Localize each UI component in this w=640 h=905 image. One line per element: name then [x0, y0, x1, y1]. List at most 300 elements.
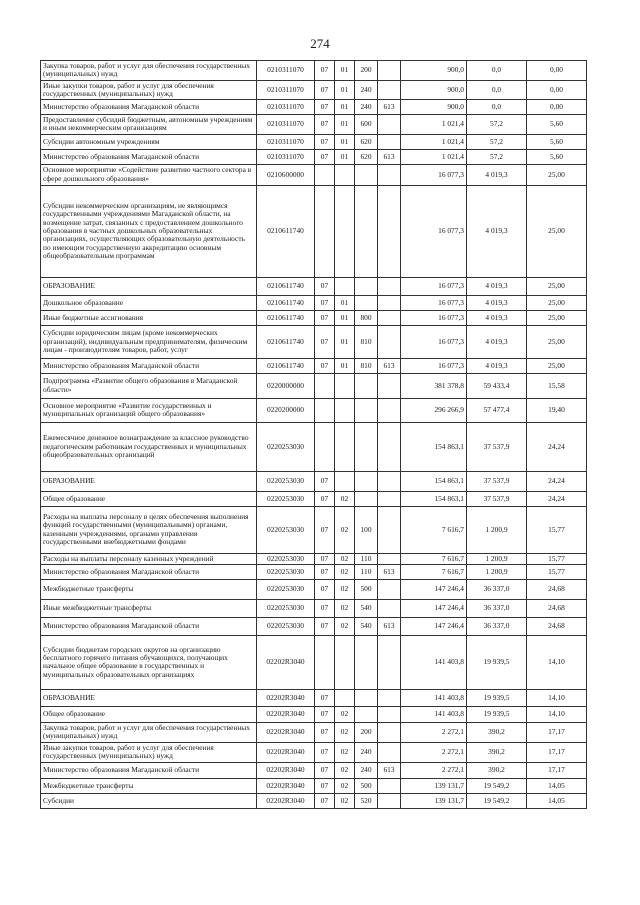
cell-pct: 24,68: [527, 599, 587, 617]
cell-plan: 147 246,4: [401, 617, 467, 635]
cell-name: Министерство образования Магаданской области: [41, 100, 257, 115]
cell-fact: 0,0: [467, 100, 527, 115]
cell-pct: 25,00: [527, 164, 587, 185]
table-row: [41, 762, 587, 778]
cell-csr: 0210311070: [257, 149, 315, 164]
cell-pct: 5,60: [527, 115, 587, 135]
cell-grbs: [378, 491, 401, 506]
cell-rz: 07: [315, 617, 335, 635]
cell-fact: 4 019,3: [467, 277, 527, 295]
table-row: [41, 742, 587, 762]
cell-pr: 02: [335, 553, 355, 564]
cell-name: Основное мероприятие «Развитие государственных и муниципальных организаций общего образования»: [41, 398, 257, 422]
cell-name: Министерство образования Магаданской области: [41, 564, 257, 579]
cell-rz: 07: [315, 295, 335, 310]
cell-plan: 7 616,7: [401, 564, 467, 579]
cell-grbs: [378, 635, 401, 689]
cell-grbs: [378, 506, 401, 553]
cell-csr: 0210311070: [257, 134, 315, 149]
table-row: [41, 599, 587, 617]
cell-pr: 02: [335, 564, 355, 579]
cell-csr: 0220200000: [257, 398, 315, 422]
cell-fact: 36 337,0: [467, 617, 527, 635]
cell-pr: 02: [335, 762, 355, 778]
cell-name: Иные закупки товаров, работ и услуг для обеспечения государственных (муниципальных) нужд: [41, 742, 257, 762]
cell-rz: 07: [315, 471, 335, 491]
cell-pr: 02: [335, 778, 355, 793]
cell-vr: [355, 277, 378, 295]
cell-fact: 57 477,4: [467, 398, 527, 422]
cell-plan: 141 403,8: [401, 706, 467, 722]
cell-plan: 381 378,8: [401, 373, 467, 398]
table-body: [41, 61, 587, 809]
cell-grbs: 613: [378, 100, 401, 115]
table-row: [41, 295, 587, 310]
cell-name: Иные межбюджетные трансферты: [41, 599, 257, 617]
table-row: [41, 398, 587, 422]
cell-fact: 37 537,9: [467, 422, 527, 471]
cell-csr: 0210611740: [257, 185, 315, 277]
cell-csr: 0210611740: [257, 325, 315, 358]
cell-vr: 800: [355, 310, 378, 325]
cell-rz: [315, 164, 335, 185]
cell-rz: 07: [315, 742, 335, 762]
cell-grbs: [378, 325, 401, 358]
cell-csr: 0210611740: [257, 358, 315, 373]
cell-name: Министерство образования Магаданской области: [41, 358, 257, 373]
cell-name: Подпрограмма «Развитие общего образования в Магаданской области»: [41, 373, 257, 398]
cell-name: Субсидии юридическим лицам (кроме некоммерческих организаций), индивидуальным предпринимателям, физическим лицам - производителям товаров, работ, услуг: [41, 325, 257, 358]
cell-plan: 154 863,1: [401, 422, 467, 471]
cell-csr: 0220253030: [257, 564, 315, 579]
cell-pr: 02: [335, 722, 355, 742]
cell-fact: 0,0: [467, 80, 527, 100]
cell-plan: 1 021,4: [401, 149, 467, 164]
table-row: [41, 325, 587, 358]
cell-csr: 0220253030: [257, 599, 315, 617]
cell-rz: [315, 422, 335, 471]
cell-pr: 01: [335, 325, 355, 358]
cell-fact: 57,2: [467, 115, 527, 135]
cell-vr: 100: [355, 506, 378, 553]
cell-pct: 25,00: [527, 185, 587, 277]
cell-name: ОБРАЗОВАНИЕ: [41, 689, 257, 706]
cell-pr: 02: [335, 793, 355, 808]
cell-pr: [335, 164, 355, 185]
cell-pr: 01: [335, 80, 355, 100]
cell-fact: 4 019,3: [467, 310, 527, 325]
cell-vr: 240: [355, 100, 378, 115]
cell-pr: [335, 373, 355, 398]
cell-fact: 57,2: [467, 149, 527, 164]
cell-vr: 540: [355, 617, 378, 635]
cell-name: Ежемесячное денежное вознаграждение за классное руководство педагогическим работникам государственных и муниципальных общеобразовательных организаций: [41, 422, 257, 471]
cell-plan: 147 246,4: [401, 599, 467, 617]
cell-name: Расходы на выплаты персоналу казенных учреждений: [41, 553, 257, 564]
cell-csr: 02202R3040: [257, 689, 315, 706]
cell-pct: 0,00: [527, 100, 587, 115]
cell-fact: 59 433,4: [467, 373, 527, 398]
page-number: 274: [310, 36, 330, 51]
cell-rz: 07: [315, 100, 335, 115]
cell-pr: 02: [335, 506, 355, 553]
cell-pct: 0,00: [527, 80, 587, 100]
cell-csr: 02202R3040: [257, 706, 315, 722]
cell-grbs: [378, 553, 401, 564]
cell-vr: 600: [355, 115, 378, 135]
table-row: [41, 722, 587, 742]
cell-pr: [335, 398, 355, 422]
cell-grbs: [378, 61, 401, 81]
cell-vr: 500: [355, 778, 378, 793]
cell-grbs: 613: [378, 358, 401, 373]
cell-rz: 07: [315, 115, 335, 135]
cell-pct: 5,60: [527, 134, 587, 149]
cell-csr: 0210311070: [257, 61, 315, 81]
cell-pct: 17,17: [527, 762, 587, 778]
cell-rz: [315, 398, 335, 422]
cell-grbs: [378, 778, 401, 793]
table-row: [41, 706, 587, 722]
cell-vr: 540: [355, 599, 378, 617]
cell-name: Общее образование: [41, 706, 257, 722]
cell-vr: [355, 635, 378, 689]
cell-fact: 19 939,5: [467, 706, 527, 722]
cell-grbs: [378, 398, 401, 422]
cell-name: Министерство образования Магаданской области: [41, 149, 257, 164]
cell-pr: [335, 689, 355, 706]
cell-pct: 15,77: [527, 506, 587, 553]
cell-rz: 07: [315, 149, 335, 164]
cell-name: ОБРАЗОВАНИЕ: [41, 471, 257, 491]
cell-csr: 02202R3040: [257, 635, 315, 689]
cell-csr: 0220253030: [257, 553, 315, 564]
cell-rz: [315, 185, 335, 277]
cell-name: Министерство образования Магаданской области: [41, 762, 257, 778]
cell-grbs: [378, 80, 401, 100]
cell-rz: 07: [315, 722, 335, 742]
cell-rz: 07: [315, 762, 335, 778]
cell-pct: 15,77: [527, 553, 587, 564]
cell-grbs: 613: [378, 149, 401, 164]
cell-pr: 02: [335, 599, 355, 617]
cell-name: Общее образование: [41, 491, 257, 506]
cell-rz: 07: [315, 793, 335, 808]
cell-pr: 01: [335, 100, 355, 115]
cell-pr: 01: [335, 310, 355, 325]
cell-csr: 0210311070: [257, 100, 315, 115]
cell-fact: 37 537,9: [467, 471, 527, 491]
cell-plan: 141 403,8: [401, 689, 467, 706]
cell-fact: 4 019,3: [467, 164, 527, 185]
cell-pct: 24,24: [527, 422, 587, 471]
table-row: [41, 61, 587, 81]
cell-rz: 07: [315, 310, 335, 325]
cell-grbs: [378, 164, 401, 185]
cell-pr: 01: [335, 149, 355, 164]
cell-csr: 0210611740: [257, 295, 315, 310]
cell-vr: 200: [355, 61, 378, 81]
cell-pr: 01: [335, 115, 355, 135]
cell-pct: 25,00: [527, 358, 587, 373]
cell-plan: 900,0: [401, 100, 467, 115]
cell-name: Субсидии бюджетам городских округов на организацию бесплатного горячего питания обучающихся, получающих начальное общее образование в государственных и муниципальных образовательных организациях: [41, 635, 257, 689]
table-row: [41, 506, 587, 553]
table-row: [41, 778, 587, 793]
cell-vr: [355, 689, 378, 706]
cell-grbs: [378, 185, 401, 277]
cell-vr: 240: [355, 742, 378, 762]
cell-grbs: 613: [378, 762, 401, 778]
cell-rz: 07: [315, 553, 335, 564]
cell-rz: 07: [315, 689, 335, 706]
cell-csr: 0210611740: [257, 310, 315, 325]
cell-plan: 147 246,4: [401, 579, 467, 599]
cell-grbs: [378, 295, 401, 310]
cell-pr: 02: [335, 579, 355, 599]
cell-plan: 7 616,7: [401, 506, 467, 553]
cell-fact: 4 019,3: [467, 185, 527, 277]
cell-name: Расходы на выплаты персоналу в целях обеспечения выполнения функций государственными (муниципальными) органами, казенными учреждениями, органами управления государственными внебюджетными фондами: [41, 506, 257, 553]
cell-plan: 2 272,1: [401, 742, 467, 762]
table-row: [41, 617, 587, 635]
cell-pct: 24,68: [527, 579, 587, 599]
table-row: [41, 373, 587, 398]
cell-fact: 4 019,3: [467, 325, 527, 358]
cell-name: Закупка товаров, работ и услуг для обеспечения государственных (муниципальных) нужд: [41, 722, 257, 742]
cell-plan: 141 403,8: [401, 635, 467, 689]
table-row: [41, 422, 587, 471]
cell-pct: 14,05: [527, 793, 587, 808]
cell-rz: 07: [315, 80, 335, 100]
cell-grbs: [378, 134, 401, 149]
cell-grbs: [378, 793, 401, 808]
cell-name: Субсидии: [41, 793, 257, 808]
cell-vr: 520: [355, 793, 378, 808]
cell-csr: 0220253030: [257, 422, 315, 471]
cell-rz: 07: [315, 564, 335, 579]
table-row: [41, 553, 587, 564]
cell-name: Межбюджетные трансферты: [41, 778, 257, 793]
cell-grbs: [378, 579, 401, 599]
cell-rz: 07: [315, 277, 335, 295]
cell-pct: 24,24: [527, 471, 587, 491]
table-row: [41, 471, 587, 491]
cell-csr: 0210311070: [257, 115, 315, 135]
cell-pr: [335, 635, 355, 689]
cell-rz: 07: [315, 599, 335, 617]
cell-grbs: [378, 115, 401, 135]
table-row: [41, 149, 587, 164]
cell-vr: 620: [355, 149, 378, 164]
cell-plan: 139 131,7: [401, 793, 467, 808]
cell-grbs: [378, 277, 401, 295]
cell-grbs: [378, 373, 401, 398]
table-row: [41, 310, 587, 325]
table-row: [41, 80, 587, 100]
cell-plan: 1 021,4: [401, 134, 467, 149]
table-row: [41, 635, 587, 689]
cell-pct: 14,10: [527, 706, 587, 722]
cell-fact: 36 337,0: [467, 599, 527, 617]
cell-csr: 02202R3040: [257, 793, 315, 808]
cell-vr: [355, 706, 378, 722]
cell-csr: 0220000000: [257, 373, 315, 398]
cell-csr: 02202R3040: [257, 742, 315, 762]
cell-pr: [335, 422, 355, 471]
cell-rz: 07: [315, 134, 335, 149]
cell-pr: 02: [335, 617, 355, 635]
cell-vr: [355, 295, 378, 310]
cell-grbs: [378, 471, 401, 491]
cell-plan: 296 266,9: [401, 398, 467, 422]
cell-plan: 900,0: [401, 61, 467, 81]
cell-fact: 19 549,2: [467, 778, 527, 793]
table-row: [41, 100, 587, 115]
cell-csr: 0220253030: [257, 491, 315, 506]
cell-grbs: [378, 689, 401, 706]
table-row: [41, 134, 587, 149]
cell-fact: 36 337,0: [467, 579, 527, 599]
cell-plan: 1 021,4: [401, 115, 467, 135]
table-row: [41, 164, 587, 185]
cell-rz: 07: [315, 506, 335, 553]
cell-fact: 19 939,5: [467, 689, 527, 706]
cell-fact: 390,2: [467, 722, 527, 742]
cell-pr: 02: [335, 491, 355, 506]
table-row: [41, 491, 587, 506]
cell-plan: 154 863,1: [401, 491, 467, 506]
cell-name: Субсидии некоммерческим организациям, не являющимся государственными учреждениями Магаданской области, на возмещение затрат, связанных с предоставлением дошкольного образования в частных дошкольных образовательных организациях, осуществляющих образовательную деятельность по имеющим государственную аккредитацию основным общеобразовательным программам: [41, 185, 257, 277]
cell-name: Основное мероприятие «Содействие развитию частного сектора в сфере дошкольного образования»: [41, 164, 257, 185]
cell-name: Иные закупки товаров, работ и услуг для обеспечения государственных (муниципальных) нужд: [41, 80, 257, 100]
cell-vr: 200: [355, 722, 378, 742]
cell-fact: 4 019,3: [467, 358, 527, 373]
cell-pct: 24,24: [527, 491, 587, 506]
cell-name: Субсидии автономным учреждениям: [41, 134, 257, 149]
cell-grbs: [378, 310, 401, 325]
cell-pct: 15,58: [527, 373, 587, 398]
table-row: [41, 277, 587, 295]
table-row: [41, 579, 587, 599]
cell-fact: 1 200,9: [467, 553, 527, 564]
cell-vr: [355, 491, 378, 506]
table-row: [41, 564, 587, 579]
table-row: [41, 358, 587, 373]
cell-plan: 139 131,7: [401, 778, 467, 793]
cell-plan: 154 863,1: [401, 471, 467, 491]
cell-vr: 110: [355, 553, 378, 564]
cell-vr: 240: [355, 762, 378, 778]
cell-vr: 110: [355, 564, 378, 579]
cell-pr: 01: [335, 295, 355, 310]
cell-fact: 390,2: [467, 762, 527, 778]
cell-plan: 16 077,3: [401, 310, 467, 325]
table-row: [41, 115, 587, 135]
cell-fact: 390,2: [467, 742, 527, 762]
cell-name: Дошкольное образование: [41, 295, 257, 310]
table-row: [41, 793, 587, 808]
budget-table: [40, 60, 587, 809]
cell-plan: 2 272,1: [401, 762, 467, 778]
cell-grbs: 613: [378, 564, 401, 579]
cell-plan: 16 077,3: [401, 277, 467, 295]
cell-rz: 07: [315, 706, 335, 722]
cell-name: ОБРАЗОВАНИЕ: [41, 277, 257, 295]
cell-fact: 4 019,3: [467, 295, 527, 310]
cell-vr: [355, 185, 378, 277]
cell-csr: 02202R3040: [257, 778, 315, 793]
cell-csr: 02202R3040: [257, 722, 315, 742]
cell-pct: 25,00: [527, 277, 587, 295]
cell-pr: 02: [335, 742, 355, 762]
cell-pct: 14,10: [527, 689, 587, 706]
cell-csr: 0210600000: [257, 164, 315, 185]
cell-grbs: [378, 742, 401, 762]
table-row: [41, 689, 587, 706]
cell-fact: 0,0: [467, 61, 527, 81]
cell-plan: 16 077,3: [401, 358, 467, 373]
cell-vr: [355, 422, 378, 471]
cell-pct: 25,00: [527, 325, 587, 358]
cell-pct: 25,00: [527, 310, 587, 325]
cell-plan: 16 077,3: [401, 185, 467, 277]
cell-pr: [335, 185, 355, 277]
cell-vr: 500: [355, 579, 378, 599]
cell-pr: [335, 277, 355, 295]
cell-rz: 07: [315, 579, 335, 599]
table-row: [41, 185, 587, 277]
cell-pct: 5,60: [527, 149, 587, 164]
cell-pct: 24,68: [527, 617, 587, 635]
cell-pr: 02: [335, 706, 355, 722]
cell-vr: 810: [355, 358, 378, 373]
cell-grbs: [378, 422, 401, 471]
cell-plan: 16 077,3: [401, 164, 467, 185]
cell-pct: 0,00: [527, 61, 587, 81]
cell-pr: 01: [335, 134, 355, 149]
cell-rz: [315, 373, 335, 398]
cell-grbs: 613: [378, 617, 401, 635]
cell-name: Межбюджетные трансферты: [41, 579, 257, 599]
cell-vr: [355, 373, 378, 398]
cell-vr: [355, 398, 378, 422]
cell-vr: 810: [355, 325, 378, 358]
cell-pct: 14,10: [527, 635, 587, 689]
cell-name: Предоставление субсидий бюджетным, автономным учреждениям и иным некоммерческим организациям: [41, 115, 257, 135]
cell-plan: 2 272,1: [401, 722, 467, 742]
cell-plan: 900,0: [401, 80, 467, 100]
cell-fact: 19 939,5: [467, 635, 527, 689]
cell-pct: 17,17: [527, 742, 587, 762]
cell-fact: 37 537,9: [467, 491, 527, 506]
cell-rz: 07: [315, 61, 335, 81]
cell-fact: 57,2: [467, 134, 527, 149]
cell-pct: 17,17: [527, 722, 587, 742]
cell-grbs: [378, 722, 401, 742]
cell-vr: [355, 164, 378, 185]
cell-plan: 16 077,3: [401, 325, 467, 358]
cell-vr: 620: [355, 134, 378, 149]
cell-grbs: [378, 599, 401, 617]
cell-rz: 07: [315, 778, 335, 793]
cell-rz: 07: [315, 358, 335, 373]
cell-pct: 25,00: [527, 295, 587, 310]
cell-plan: 7 616,7: [401, 553, 467, 564]
cell-pr: [335, 471, 355, 491]
cell-name: Закупка товаров, работ и услуг для обеспечения государственных (муниципальных) нужд: [41, 61, 257, 81]
cell-vr: [355, 471, 378, 491]
